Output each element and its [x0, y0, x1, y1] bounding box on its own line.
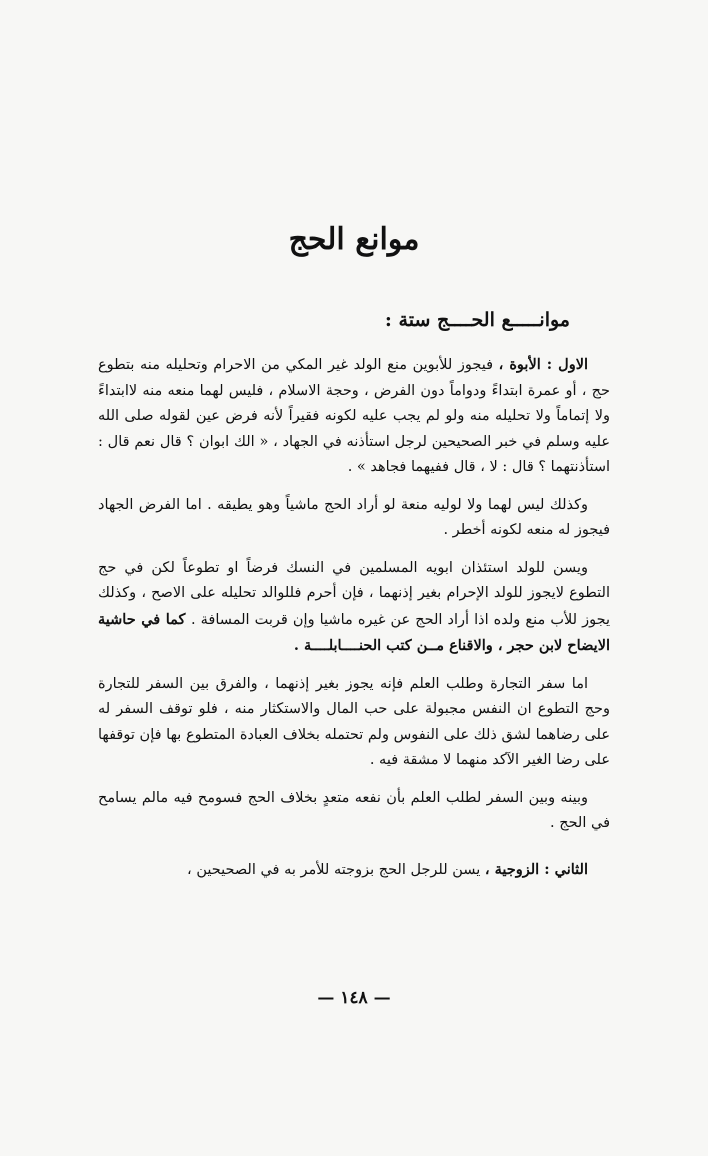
paragraph-knowledge-travel [98, 786, 610, 837]
paragraph-lead: الاول : الأبوة ، [498, 356, 589, 373]
section-heading: موانـــــع الحــــج ستة : [384, 309, 570, 331]
paragraph-text: اما سفر التجارة وطلب العلم فإنه يجوز بغير إذنهما ، والفرق بين السفر للتجارة وحج التطوع ان النفس مجبولة على حب المال والاستكثار منه ، فلو توقف السفر له على رضاهما لشق ذلك على النفوس ولم تحتمله بخلاف العبادة المتطوع بها فإن توقفها على رضا الغير الآكد منهما لا مشقة فيه . [98, 675, 610, 768]
paragraph-text: وبينه وبين السفر لطلب العلم بأن نفعه متعدٍ بخلاف الحج فسومح فيه مالم يسامح في الحج . [98, 789, 610, 831]
page-number: — ١٤٨ — [317, 988, 391, 1008]
chapter-title: موانع الحج [288, 222, 420, 257]
paragraph-text: فيجوز للأبوين منع الولد غير المكي من الاحرام وتحليله منه بتطوع حج ، أو عمرة ابتداءً ودواماً دون الفرض ، وحجة الاسلام ، فليس لهما منعه منه لاابتداءً ولا إتماماً ولا تحليله منه ولو لم يجب عليه لكونه فقيراً لأنه فرض عين لقوله صلى الله عليه وسلم في خبر الصحيحين لرجل استأذنه في الجهاد ، « الك ابوان ؟ قال نعم قال : استأذنتهما ؟ قال : لا ، قال ففيهما فجاهد » . [98, 357, 610, 475]
paragraph-guardian [98, 493, 610, 544]
body-text [98, 352, 610, 895]
paragraph-trade-travel [98, 672, 610, 774]
paragraph-text: ويسن للولد استئذان ابويه المسلمين في النسك فرضاً او تطوعاً لكن في حج التطوع لايجوز للولد الإحرام بغير إذنهما ، فإن أحرم فللوالد تحليله على الاصح ، وكذلك يجوز للأب منع ولده اذا أراد الحج عن غيره ماشيا وإن قربت المسافة . [98, 559, 611, 628]
paragraph-parenthood [98, 352, 610, 481]
paragraph-citation: كما في حاشية الايضاح لابن حجر ، والاقناع مــن كتب الحنــــابلــــة . [98, 610, 610, 654]
paragraph-text: يسن للرجل الحج بزوجته للأمر به في الصحيحين ، [187, 861, 485, 878]
paragraph-text: وكذلك ليس لهما ولا لوليه منعة لو أراد الحج ماشياً وهو يطيقه . اما الفرض الجهاد فيجوز له منعه لكونه أخطر . [98, 496, 610, 538]
paragraph-permission [98, 556, 610, 660]
paragraph-marriage [98, 857, 610, 884]
paragraph-lead: الثاني : الزوجية ، [484, 860, 588, 878]
